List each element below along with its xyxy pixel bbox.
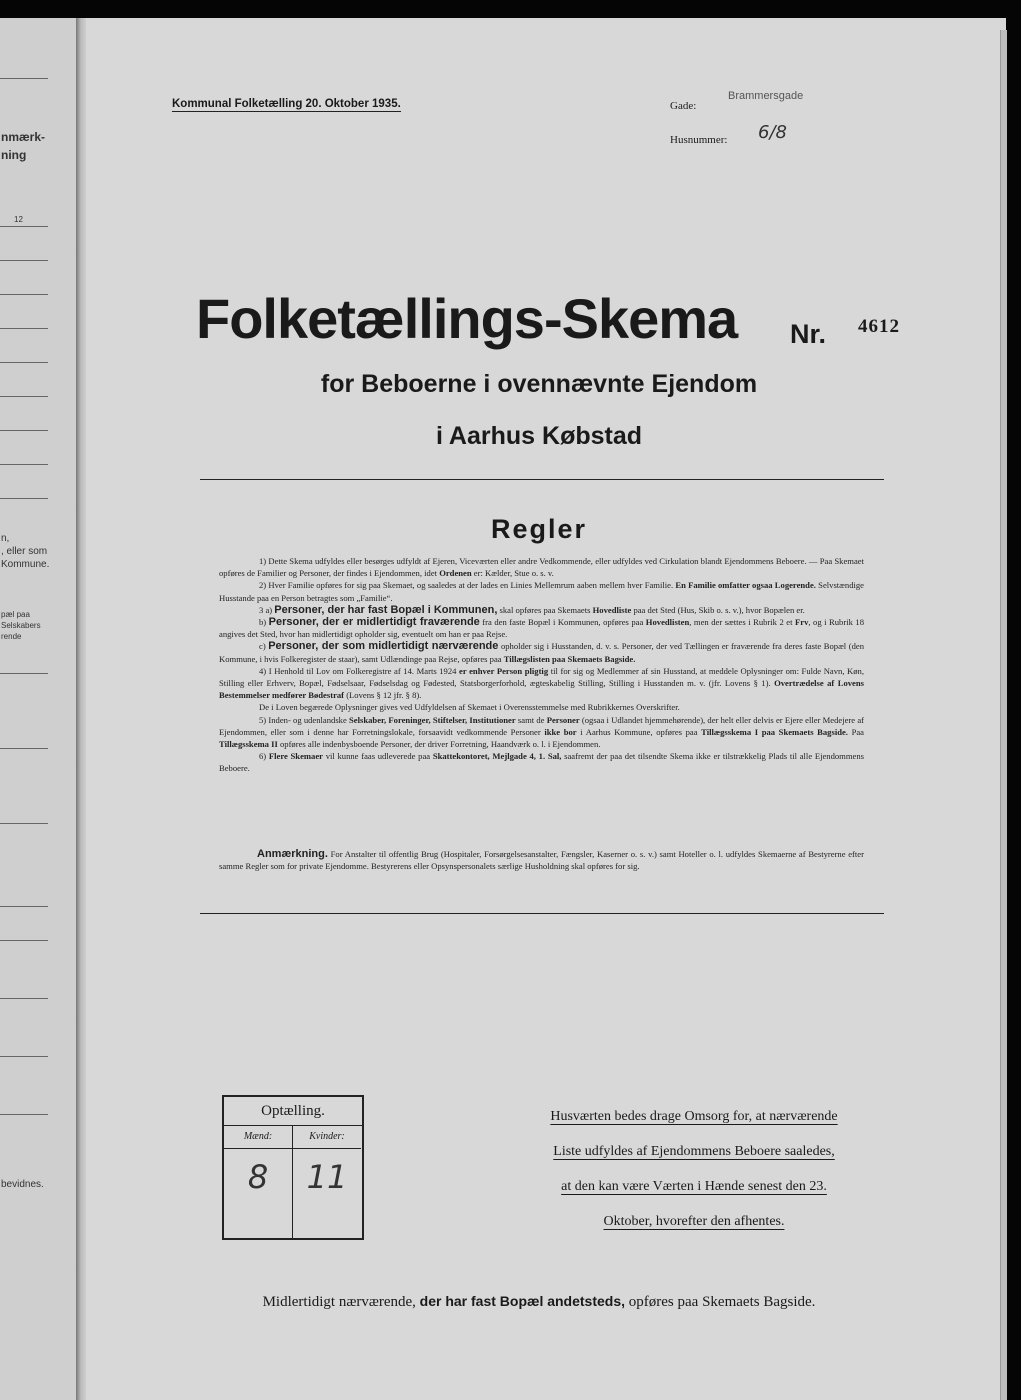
left-header-line-1: nmærk- xyxy=(1,130,46,144)
women-count: 11 xyxy=(306,1158,348,1196)
footer-text-c: opføres paa Skemaets Bagside. xyxy=(625,1294,816,1310)
rules-heading: Regler xyxy=(490,514,588,544)
left-header-line-2: ning xyxy=(1,148,27,162)
footer-text-b: der har fast Bopæl andetsteds, xyxy=(419,1293,626,1309)
host-line-1: Husværten bedes drage Omsorg for, at nærværende xyxy=(550,1109,838,1124)
rule-4-cont: De i Loven begærede Oplysninger gives ved Udfyldelsen af Skemaet i Overensstemmelse med Rubrikkernes Overskrifter. xyxy=(259,702,680,713)
census-form-page xyxy=(86,18,1006,1400)
divider xyxy=(0,260,48,261)
house-number-value: 6/8 xyxy=(758,122,787,143)
subtitle-line-2: i Aarhus Købstad xyxy=(435,422,643,450)
subtitle-line-1: for Beboerne i ovennævnte Ejendom xyxy=(320,370,758,398)
left-fragment-2a: pæl paa xyxy=(1,610,30,619)
host-instruction xyxy=(526,1105,862,1245)
divider xyxy=(0,998,48,999)
divider xyxy=(200,479,884,480)
street-label: Gade: xyxy=(670,100,697,112)
rule-4: 4) I Henhold til Lov om Folkeregistre af 14. Marts 1924 er enhver Person pligtig til for sig og Medlemmer af sin Husstand, at meddele Oplysninger om: Fulde Navn, Køn, Stilling eller Erhverv, Bopæl, Fødselsaar, Fødselsdag og Fødested, Statsborgerforhold, ægteskabelig Stilling, Stilling i Husstanden m. v. (jfr. Lovens § 1). Overtrædelse af Lovens Bestemmelser medfører Bødestraf (Lovens § 12 jfr. § 8). xyxy=(219,665,864,701)
count-title: Optælling. xyxy=(224,1097,362,1126)
host-line-4: Oktober, hvorefter den afhentes. xyxy=(603,1214,785,1229)
rule-3a: 3 a) Personer, der har fast Bopæl i Kommunen, skal opføres paa Skemaets Hovedliste paa det Sted (Hus, Skib o. s. v.), hvor Bopælen er. xyxy=(259,603,805,616)
host-line-3: at den kan være Værten i Hænde senest den 23. xyxy=(561,1179,827,1194)
rules-text xyxy=(219,555,864,775)
number-label: Nr. xyxy=(790,319,827,349)
page-edge xyxy=(1000,30,1007,1400)
house-number-label: Husnummer: xyxy=(670,134,728,146)
footer-text-a: Midlertidigt nærværende, xyxy=(262,1294,420,1310)
rule-2: 2) Hver Familie opføres for sig paa Skemaet, og saaledes at der lades en Linies Mellemrum aaben mellem hver Familie. En Familie omfatter ogsaa Logerende. Selvstændige Husstande paa en Person betragtes som „Familie“. xyxy=(219,580,865,603)
divider xyxy=(0,1114,48,1115)
divider xyxy=(0,1056,48,1057)
left-fragment-1c: Kommune. xyxy=(1,559,50,570)
form-number: 4612 xyxy=(858,316,900,337)
divider xyxy=(0,294,48,295)
census-label: Kommunal Folketælling 20. Oktober 1935. xyxy=(172,98,401,110)
divider xyxy=(0,748,48,749)
remark xyxy=(219,848,864,872)
rule-3c: c) Personer, der som midlertidigt nærværende opholder sig i Husstanden, d. v. s. Personer, der ved Tællingen er fraværende fra deres faste Bopæl (den Kommune, i hvis Folkeregister de staar), samt Udlændinge paa Rejse, opføres paa Tillægslisten paa Skemaets Bagside. xyxy=(219,640,865,664)
left-fragment-2c: rende xyxy=(1,632,22,641)
rule-5: 5) Inden- og udenlandske Selskaber, Foreninger, Stiftelser, Institutioner samt de Personer (ogsaa i Udlandet hjemmehørende), der helt eller delvis er Ejere eller Medejere af Ejendommen, eller som i denne har Forretningslokale, forsaavidt vedkommende Personer ikke bor i Aarhus Kommune, opføres paa Tillægsskema I paa Skemaets Bagside. Paa Tillægsskema II opføres alle indenbysboende Personer, der driver Forretning, Haandværk o. l. i Ejendommen. xyxy=(219,714,865,750)
men-count: 8 xyxy=(247,1158,269,1196)
men-column xyxy=(224,1126,293,1238)
divider xyxy=(0,430,48,431)
divider xyxy=(0,362,48,363)
left-fragment-1a: n, xyxy=(1,533,10,544)
column-number: 12 xyxy=(14,215,23,224)
footer-note xyxy=(86,1293,992,1311)
women-label: Kvinder: xyxy=(293,1126,361,1149)
divider xyxy=(0,673,48,674)
divider xyxy=(0,464,48,465)
divider xyxy=(0,78,48,79)
count-table xyxy=(222,1095,364,1240)
divider xyxy=(200,913,884,914)
divider xyxy=(0,823,48,824)
rule-3b: b) Personer, der er midlertidigt fraværende fra den faste Bopæl i Kommunen, opføres paa Hovedlisten, men der sættes i Rubrik 2 et Frv, og i Rubrik 18 angives det Sted, hvor han midlertidigt opholder sig, eventuelt om han er paa Rejse. xyxy=(219,616,864,640)
women-column xyxy=(293,1126,361,1238)
divider xyxy=(0,940,48,941)
left-page-fragment xyxy=(0,18,78,1400)
divider xyxy=(0,226,48,227)
street-value: Brammersgade xyxy=(728,90,804,102)
remark-text: For Anstalter til offentlig Brug (Hospitaler, Forsørgelsesanstalter, Fængsler, Kaserner o. s. v.) samt Hoteller o. l. udfyldes Skemaerne af Bestyrerne efter samme Regler som for private Ejendomme. Bestyrerens eller Opsynspersonalets særlige Husholdning skal opføres for sig. xyxy=(219,849,864,872)
rule-6: 6) Flere Skemaer vil kunne faas udleverede paa Skattekontoret, Mejlgade 4, 1. Sal, saafremt der paa det tilsendte Skema ikke er tilstrækkelig Plads til alle Ejendommens Beboere. xyxy=(219,751,865,774)
divider xyxy=(0,328,48,329)
left-fragment-2b: Selskabers xyxy=(1,621,41,630)
men-label: Mænd: xyxy=(224,1126,292,1149)
remark-label: Anmærkning. xyxy=(257,848,328,860)
host-line-2: Liste udfyldes af Ejendommens Beboere saaledes, xyxy=(553,1144,835,1159)
divider xyxy=(0,498,48,499)
divider xyxy=(0,906,48,907)
left-fragment-3: bevidnes. xyxy=(1,1179,44,1190)
divider xyxy=(0,396,48,397)
left-fragment-1b: , eller som xyxy=(1,546,48,557)
form-title: Folketællings-Skema xyxy=(196,287,738,350)
rule-1: 1) Dette Skema udfyldes eller besørges udfyldt af Ejeren, Viceværten eller andre Vedkommende, eller udfyldes ved Cirkulation blandt Ejendommens Beboere. — Paa Skemaet opføres de Familier og Personer, der findes i Ejendommen, idet Ordenen er: Kælder, Stue o. s. v. xyxy=(219,556,864,579)
